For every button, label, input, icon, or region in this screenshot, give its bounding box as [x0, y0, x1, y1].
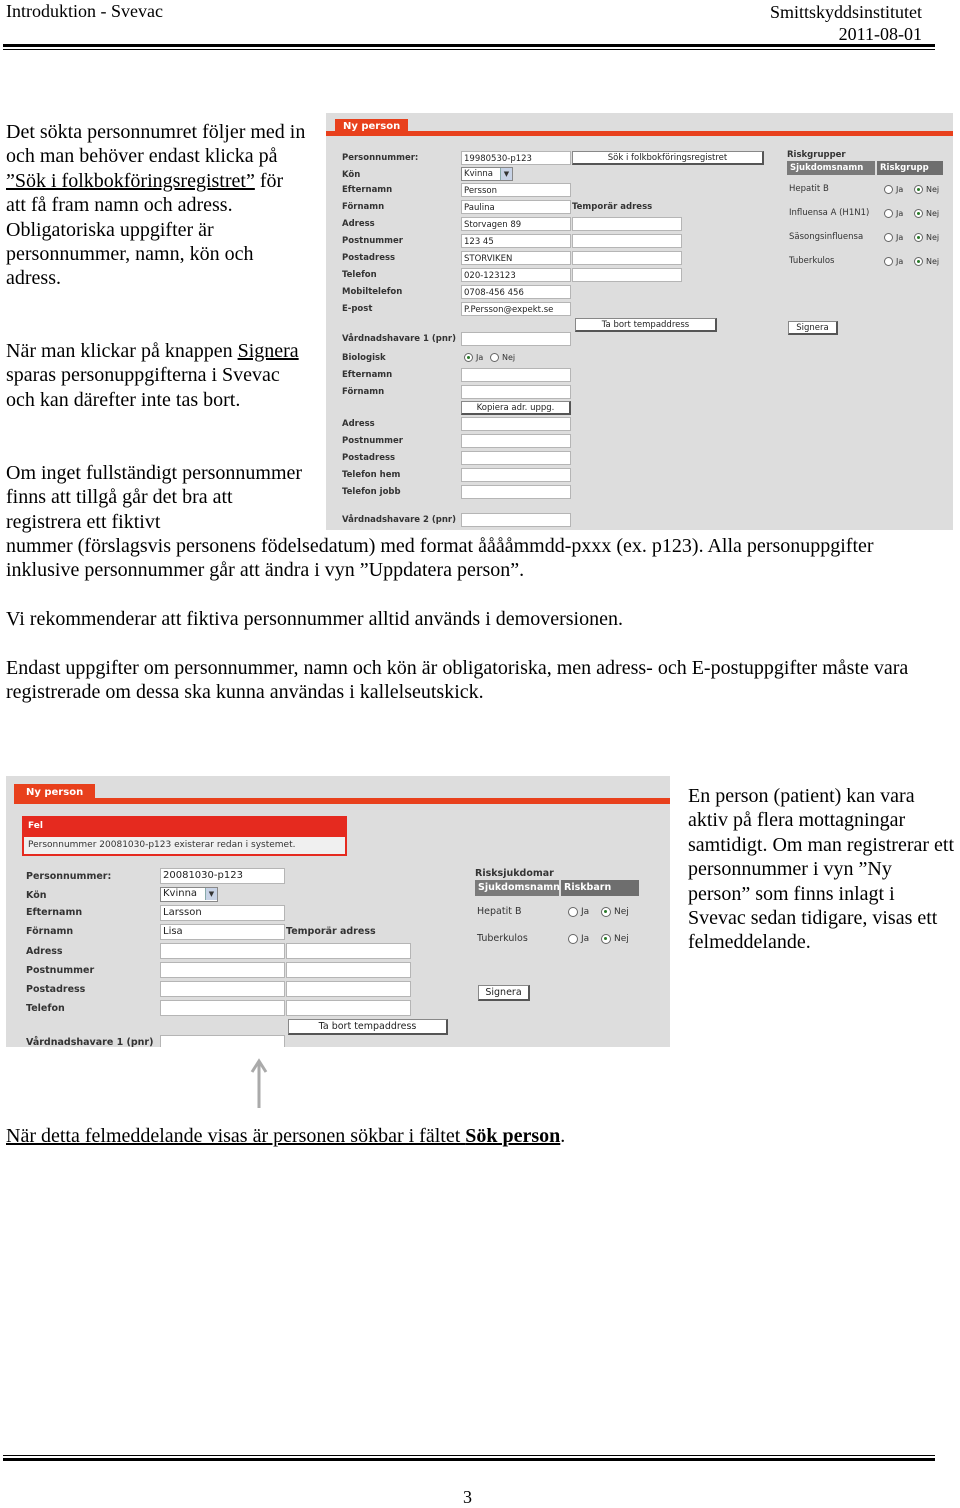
risk-radio-ja-label: Ja — [581, 907, 590, 917]
risk-radio-nej[interactable] — [601, 907, 611, 917]
input-tel-jobb[interactable] — [461, 485, 571, 499]
input-fornamn[interactable]: Lisa — [160, 924, 285, 940]
label-vh1: Vårdnadshavare 1 (pnr) — [342, 334, 457, 344]
risk-col-riskbarn: Riskbarn — [561, 880, 639, 896]
input-temp-postnummer[interactable] — [572, 234, 682, 248]
risk-row-label: Hepatit B — [477, 906, 522, 917]
risk-radio-ja-label: Ja — [896, 185, 904, 194]
input-mobil[interactable]: 0708-456 456 — [461, 285, 571, 299]
p1-text-a: Det sökta personnumret följer med in och man behöver endast klicka på — [6, 121, 306, 168]
risk-row-label: Hepatit B — [789, 184, 829, 194]
risk-col-riskgrupp: Riskgrupp — [877, 161, 943, 175]
arrow-up-icon — [250, 1058, 268, 1108]
risk-radio-nej-label: Nej — [926, 185, 940, 194]
input-temp-telefon[interactable] — [572, 268, 682, 282]
input-fornamn[interactable]: Paulina — [461, 200, 571, 214]
risk-radio-ja[interactable] — [884, 209, 893, 218]
risk-row-label: Säsongsinfluensa — [789, 232, 864, 242]
label-mobil: Mobiltelefon — [342, 287, 403, 297]
tab-ny-person[interactable]: Ny person — [335, 119, 408, 135]
input-temp-adress[interactable] — [572, 217, 682, 231]
risk-radio-ja-label: Ja — [896, 233, 904, 242]
label-vh-postnummer: Postnummer — [342, 436, 403, 446]
label-postnummer: Postnummer — [342, 236, 403, 246]
input-adress[interactable]: Storvagen 89 — [461, 217, 571, 231]
input-personnummer[interactable]: 19980530-p123 — [461, 151, 571, 165]
select-kon[interactable] — [461, 167, 513, 181]
risk-radio-ja[interactable] — [568, 934, 578, 944]
input-efternamn[interactable]: Persson — [461, 183, 571, 197]
p2-link: Signera — [237, 340, 299, 362]
button-sok-folkbokforing[interactable]: Sök i folkbokföringsregistret — [572, 151, 764, 165]
header-rule — [3, 44, 935, 47]
input-vh2[interactable] — [461, 513, 571, 527]
risk-title: Riskgrupper — [787, 150, 846, 160]
risk-radio-ja[interactable] — [884, 233, 893, 242]
label-postnummer: Postnummer — [26, 965, 95, 976]
input-temp-telefon[interactable] — [286, 1000, 411, 1016]
select-kon[interactable] — [160, 887, 218, 902]
paragraph-search — [6, 120, 306, 291]
input-adress[interactable] — [160, 943, 285, 959]
paragraph-obligatory: Endast uppgifter om personnummer, namn och kön är obligatoriska, men adress- och E-postuppgifter måste vara registrerade om dessa ska kunna användas i kallelseutskick. — [6, 657, 909, 704]
risk-radio-nej[interactable] — [914, 233, 923, 242]
risk-radio-nej-label: Nej — [926, 257, 940, 266]
input-vh-postadress[interactable] — [461, 451, 571, 465]
tab-ny-person[interactable]: Ny person — [14, 784, 95, 802]
risk-row-label: Tuberkulos — [789, 256, 835, 266]
label-biologisk: Biologisk — [342, 353, 386, 363]
paragraph-fiktivt-a: Om inget fullständigt personnummer finns att tillgå går det bra att registrera ett fiktivt — [6, 462, 303, 533]
label-vh-fornamn: Förnamn — [342, 387, 385, 397]
p2-text-a: När man klickar på knappen — [6, 340, 238, 362]
label-vh-adress: Adress — [342, 419, 375, 429]
input-temp-postnummer[interactable] — [286, 962, 411, 978]
input-temp-postadress[interactable] — [572, 251, 682, 265]
label-adress: Adress — [26, 946, 63, 957]
risk-row-label: Influensa A (H1N1) — [789, 208, 870, 218]
label-postadress: Postadress — [26, 984, 86, 995]
paragraph-searchable — [6, 1124, 936, 1148]
label-temp-adress: Temporär adress — [572, 202, 653, 212]
input-vh-efternamn[interactable] — [461, 368, 571, 382]
risk-radio-nej[interactable] — [601, 934, 611, 944]
radio-biologisk-ja[interactable] — [464, 353, 473, 362]
footer-rule — [3, 1458, 935, 1461]
error-message: Personnummer 20081030-p123 existerar redan i systemet. — [24, 837, 345, 854]
input-vh-postnummer[interactable] — [461, 434, 571, 448]
button-ta-bort-tempaddress[interactable]: Ta bort tempaddress — [575, 318, 717, 332]
risk-radio-nej-label: Nej — [926, 209, 940, 218]
screenshot-ny-person — [326, 113, 953, 530]
risk-radio-nej[interactable] — [914, 185, 923, 194]
risk-col-sjukdom: Sjukdomsnamn — [475, 880, 559, 896]
risk-col-sjukdom: Sjukdomsnamn — [787, 161, 875, 175]
tab-underline — [326, 131, 953, 136]
risk-row-label: Tuberkulos — [477, 933, 528, 944]
radio-biologisk-ja-label: Ja — [476, 353, 484, 362]
label-efternamn: Efternamn — [342, 185, 393, 195]
screenshot-error — [6, 776, 670, 1047]
label-postadress: Postadress — [342, 253, 396, 263]
label-epost: E-post — [342, 304, 373, 314]
label-fornamn: Förnamn — [342, 202, 385, 212]
error-title: Fel — [28, 821, 43, 831]
label-vh-postadress: Postadress — [342, 453, 396, 463]
label-kon: Kön — [342, 170, 361, 180]
header-org-name: Smittskyddsinstitutet — [769, 2, 922, 22]
input-efternamn[interactable]: Larsson — [160, 905, 285, 921]
radio-biologisk-nej-label: Nej — [502, 353, 516, 362]
paragraph-fiktivt-b: nummer (förslagsvis personens födelsedatum) med format ååååmmdd-pxxx (ex. p123). Alla personuppgifter inklusive personnummer går att ändra i vyn ”Uppdatera person”. — [6, 535, 874, 582]
p7-text-a: När detta felmeddelande visas är personen sökbar i fältet — [6, 1125, 466, 1147]
input-vh-adress[interactable] — [461, 417, 571, 431]
button-ta-bort-tempaddress[interactable]: Ta bort tempaddress — [288, 1019, 448, 1035]
input-postnummer[interactable] — [160, 962, 285, 978]
input-telefon[interactable] — [160, 1000, 285, 1016]
label-tel-hem: Telefon hem — [342, 470, 401, 480]
risk-radio-ja[interactable] — [568, 907, 578, 917]
button-signera[interactable]: Signera — [788, 321, 838, 335]
risk-radio-nej[interactable] — [914, 257, 923, 266]
risk-radio-ja[interactable] — [884, 185, 893, 194]
select-kon-value: Kvinna — [464, 169, 493, 179]
input-temp-postadress[interactable] — [286, 981, 411, 997]
risk-radio-nej-label: Nej — [926, 233, 940, 242]
label-efternamn: Efternamn — [26, 907, 83, 918]
risk-radio-ja-label: Ja — [896, 209, 904, 218]
label-adress: Adress — [342, 219, 375, 229]
chevron-down-icon: ▼ — [500, 168, 512, 180]
input-postadress[interactable] — [160, 981, 285, 997]
paragraph-recommend: Vi rekommenderar att fiktiva personnummer alltid används i demoversionen. — [6, 608, 623, 630]
radio-biologisk-nej[interactable] — [490, 353, 499, 362]
label-telefon: Telefon — [342, 270, 377, 280]
page-number: 3 — [463, 1487, 472, 1507]
button-kopiera-adress[interactable]: Kopiera adr. uppg. — [461, 401, 571, 415]
footer-rule-thin — [3, 1455, 935, 1456]
p7-text-c: . — [560, 1125, 566, 1147]
paragraph-multiple-clinics: En person (patient) kan vara aktiv på flera mottagningar samtidigt. Om man registrerar ett personnummer i vyn ”Ny person” som finns inlagt i Svevac sedan tidigare, visas ett felmeddelande. — [688, 785, 955, 954]
risk-radio-ja-label: Ja — [581, 934, 590, 944]
header-rule-thin — [3, 49, 935, 50]
label-fornamn: Förnamn — [26, 926, 74, 937]
p1-text-b: för att få fram namn och adress. Obligatoriska uppgifter är personnummer, namn, kön och adress. — [6, 169, 284, 290]
chevron-down-icon: ▼ — [205, 888, 217, 900]
input-postnummer[interactable]: 123 45 — [461, 234, 571, 248]
label-telefon: Telefon — [26, 1003, 65, 1014]
input-epost[interactable]: P.Persson@expekt.se — [461, 302, 571, 316]
label-vh-efternamn: Efternamn — [342, 370, 393, 380]
header-org — [770, 1, 922, 45]
paragraph-signera — [6, 339, 306, 412]
label-personnummer: Personnummer: — [26, 871, 112, 882]
header-date: 2011-08-01 — [838, 24, 922, 44]
input-tel-hem[interactable] — [461, 468, 571, 482]
input-vh-fornamn[interactable] — [461, 385, 571, 399]
select-kon-value: Kvinna — [163, 888, 198, 899]
label-personnummer: Personnummer: — [342, 153, 419, 163]
input-vh1[interactable] — [461, 332, 571, 346]
label-vh2: Vårdnadshavare 2 (pnr) — [342, 515, 457, 525]
header-title: Introduktion - Svevac — [6, 1, 163, 21]
input-telefon[interactable]: 020-123123 — [461, 268, 571, 282]
risk-radio-nej-label: Nej — [614, 934, 629, 944]
label-temp-adress: Temporär adress — [286, 926, 376, 937]
p2-text-b: sparas personuppgifterna i Svevac och kan därefter inte tas bort. — [6, 364, 280, 411]
label-vh1: Vårdnadshavare 1 (pnr) — [26, 1037, 154, 1047]
label-tel-jobb: Telefon jobb — [342, 487, 401, 497]
input-postadress[interactable]: STORVIKEN — [461, 251, 571, 265]
tab-underline — [14, 798, 670, 804]
risk-radio-ja[interactable] — [884, 257, 893, 266]
risk-title: Risksjukdomar — [475, 868, 554, 879]
risk-radio-nej-label: Nej — [614, 907, 629, 917]
input-temp-adress[interactable] — [286, 943, 411, 959]
p7-bold: Sök person — [465, 1125, 561, 1147]
risk-radio-ja-label: Ja — [896, 257, 904, 266]
input-vh1[interactable] — [160, 1035, 285, 1047]
p1-link: ”Sök i folkbokföringsregistret” — [6, 169, 255, 192]
label-kon: Kön — [26, 890, 47, 901]
input-personnummer[interactable]: 20081030-p123 — [160, 868, 285, 884]
button-signera[interactable]: Signera — [478, 985, 530, 1001]
risk-radio-nej[interactable] — [914, 209, 923, 218]
